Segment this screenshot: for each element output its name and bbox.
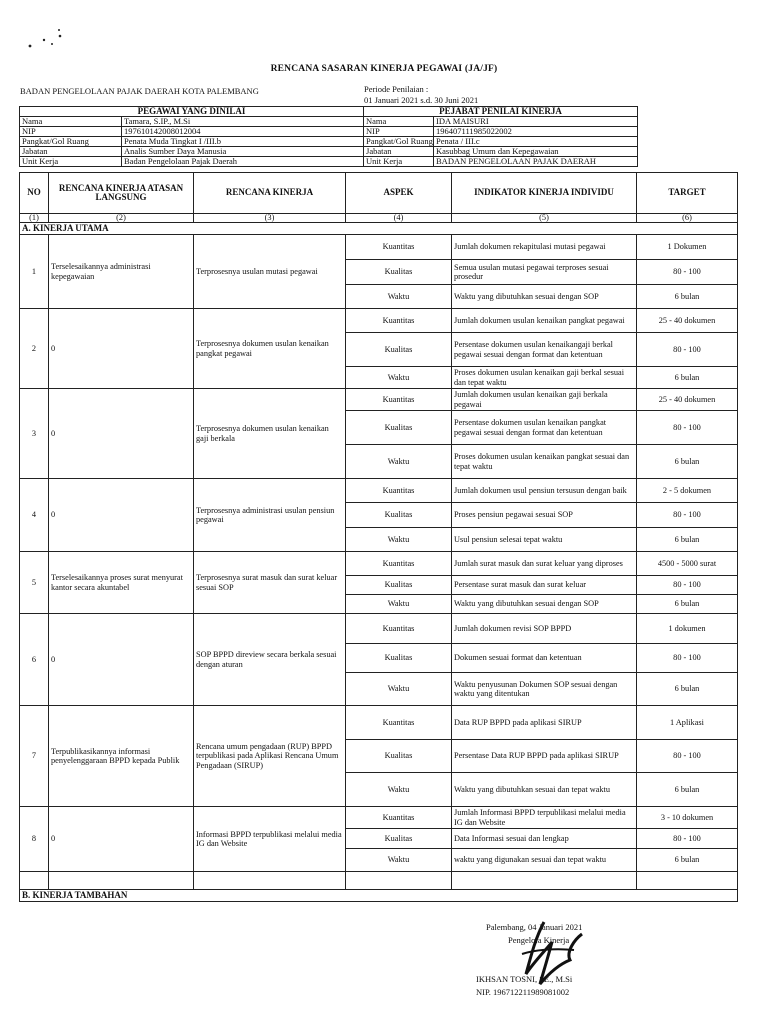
aspek: Kuantitas	[346, 807, 452, 829]
indikator: Data RUP BPPD pada aplikasi SIRUP	[452, 706, 637, 740]
identity-row	[20, 127, 638, 137]
pejabat-label: Unit Kerja	[364, 157, 434, 167]
rencana-kinerja: Terprosesnya surat masuk dan surat keluar sesuai SOP	[194, 552, 346, 614]
pegawai-label: Nama	[20, 117, 122, 127]
indikator: Persentase Data RUP BPPD pada aplikasi SIRUP	[452, 740, 637, 773]
pegawai-label: Jabatan	[20, 147, 122, 157]
target: 6 bulan	[637, 528, 738, 552]
aspek: Kuantitas	[346, 309, 452, 333]
indikator: Proses dokumen usulan kenaikan gaji berkal sesuai dan tepat waktu	[452, 367, 637, 389]
pegawai-value: Badan Pengelolaan Pajak Daerah	[122, 157, 364, 167]
aspek: Kualitas	[346, 740, 452, 773]
table-row	[20, 614, 738, 644]
column-header: INDIKATOR KINERJA INDIVIDU	[452, 173, 637, 214]
aspek: Kualitas	[346, 503, 452, 528]
rencana-atasan: 0	[49, 807, 194, 872]
pegawai-value: Analis Sumber Daya Manusia	[122, 147, 364, 157]
signature-nip: NIP. 196712211989081002	[476, 987, 570, 997]
indikator: Dokumen sesuai format dan ketentuan	[452, 644, 637, 673]
indikator: Waktu penyusunan Dokumen SOP sesuai dengan waktu yang ditentukan	[452, 673, 637, 706]
aspek: Waktu	[346, 285, 452, 309]
rencana-atasan: 0	[49, 389, 194, 479]
column-number: (1)	[20, 214, 49, 223]
indikator: Jumlah dokumen rekapitulasi mutasi pegawai	[452, 235, 637, 260]
section-b-label: B. KINERJA TAMBAHAN	[20, 890, 738, 902]
indikator: Jumlah Informasi BPPD terpublikasi melalui media IG dan Website	[452, 807, 637, 829]
blank-cell	[194, 872, 346, 890]
indikator: Jumlah dokumen usul pensiun tersusun dengan baik	[452, 479, 637, 503]
row-number: 3	[20, 389, 49, 479]
aspek: Waktu	[346, 673, 452, 706]
rencana-atasan: 0	[49, 309, 194, 389]
pejabat-value: IDA MAISURI	[434, 117, 638, 127]
row-number: 1	[20, 235, 49, 309]
pegawai-label: Pangkat/Gol Ruang	[20, 137, 122, 147]
row-number: 2	[20, 309, 49, 389]
rencana-kinerja: Rencana umum pengadaan (RUP) BPPD terpublikasi pada Aplikasi Rencana Umum Pengadaan (SIRUP)	[194, 706, 346, 807]
identity-row	[20, 117, 638, 127]
target: 6 bulan	[637, 595, 738, 614]
target: 80 - 100	[637, 644, 738, 673]
signature-role: Pengelola Kinerja	[508, 935, 570, 945]
blank-cell	[20, 872, 49, 890]
signature-name: IKHSAN TOSNI, SE., M.Si	[476, 974, 573, 984]
row-number: 4	[20, 479, 49, 552]
identity-table	[19, 106, 638, 167]
target: 1 Aplikasi	[637, 706, 738, 740]
indikator: Persentase dokumen usulan kenaikan pangkat pegawai sesuai dengan format dan ketentuan	[452, 411, 637, 445]
blank-cell	[346, 872, 452, 890]
aspek: Kuantitas	[346, 706, 452, 740]
pegawai-label: NIP	[20, 127, 122, 137]
rencana-atasan: Terpublikasikannya informasi penyelenggaraan BPPD kepada Publik	[49, 706, 194, 807]
table-row	[20, 552, 738, 576]
row-number: 6	[20, 614, 49, 706]
identity-row	[20, 147, 638, 157]
periode	[364, 84, 478, 106]
pegawai-value: Penata Muda Tingkat I /III.b	[122, 137, 364, 147]
column-number: (4)	[346, 214, 452, 223]
indikator: Jumlah surat masuk dan surat keluar yang diproses	[452, 552, 637, 576]
identity-heading-row	[20, 107, 638, 117]
column-header: NO	[20, 173, 49, 214]
blank-cell	[452, 872, 637, 890]
indikator: waktu yang digunakan sesuai dan tepat waktu	[452, 849, 637, 872]
scan-specks	[26, 28, 86, 58]
aspek: Waktu	[346, 528, 452, 552]
agency-name: BADAN PENGELOLAAN PAJAK DAERAH KOTA PALEMBANG	[20, 86, 259, 96]
identity-row	[20, 137, 638, 147]
column-number: (2)	[49, 214, 194, 223]
table-row	[20, 706, 738, 740]
aspek: Kualitas	[346, 644, 452, 673]
indikator: Jumlah dokumen usulan kenaikan gaji berkala pegawai	[452, 389, 637, 411]
indikator: Waktu yang dibutuhkan sesuai dan tepat waktu	[452, 773, 637, 807]
target: 80 - 100	[637, 740, 738, 773]
indikator: Jumlah dokumen usulan kenaikan pangkat pegawai	[452, 309, 637, 333]
pejabat-label: Jabatan	[364, 147, 434, 157]
target: 80 - 100	[637, 576, 738, 595]
pejabat-value: 196407111985022002	[434, 127, 638, 137]
rencana-atasan: 0	[49, 614, 194, 706]
rencana-kinerja: SOP BPPD direview secara berkala sesuai dengan aturan	[194, 614, 346, 706]
aspek: Kualitas	[346, 829, 452, 849]
column-header: ASPEK	[346, 173, 452, 214]
pejabat-label: Pangkat/Gol Ruang	[364, 137, 434, 147]
target: 80 - 100	[637, 829, 738, 849]
aspek: Waktu	[346, 773, 452, 807]
rencana-atasan: Terselesaikannya administrasi kepegawaian	[49, 235, 194, 309]
aspek: Waktu	[346, 445, 452, 479]
periode-label: Periode Penilaian :	[364, 84, 429, 94]
indikator: Waktu yang dibutuhkan sesuai dengan SOP	[452, 595, 637, 614]
aspek: Kuantitas	[346, 614, 452, 644]
aspek: Kualitas	[346, 333, 452, 367]
column-header: RENCANA KINERJA ATASAN LANGSUNG	[49, 173, 194, 214]
rencana-atasan: Terselesaikannya proses surat menyurat kantor secara akuntabel	[49, 552, 194, 614]
table-row	[20, 309, 738, 333]
target: 25 - 40 dokumen	[637, 309, 738, 333]
column-number: (5)	[452, 214, 637, 223]
indikator: Persentase surat masuk dan surat keluar	[452, 576, 637, 595]
target: 80 - 100	[637, 333, 738, 367]
table-row	[20, 389, 738, 411]
column-header: RENCANA KINERJA	[194, 173, 346, 214]
aspek: Kuantitas	[346, 479, 452, 503]
aspek: Kuantitas	[346, 552, 452, 576]
pejabat-value: Kasubbag Umum dan Kepegawaian	[434, 147, 638, 157]
pejabat-value: BADAN PENGELOLAAN PAJAK DAERAH	[434, 157, 638, 167]
rencana-kinerja: Informasi BPPD terpublikasi melalui media IG dan Website	[194, 807, 346, 872]
pegawai-label: Unit Kerja	[20, 157, 122, 167]
aspek: Kuantitas	[346, 235, 452, 260]
pejabat-label: NIP	[364, 127, 434, 137]
pejabat-value: Penata / III.c	[434, 137, 638, 147]
pejabat-label: Nama	[364, 117, 434, 127]
blank-cell	[637, 872, 738, 890]
pegawai-value: 197610142008012004	[122, 127, 364, 137]
aspek: Waktu	[346, 849, 452, 872]
row-number: 5	[20, 552, 49, 614]
target: 6 bulan	[637, 849, 738, 872]
section-a-label: A. KINERJA UTAMA	[20, 223, 738, 235]
table-row	[20, 479, 738, 503]
rencana-kinerja: Terprosesnya administrasi usulan pensiun pegawai	[194, 479, 346, 552]
table-row	[20, 235, 738, 260]
indikator: Usul pensiun selesai tepat waktu	[452, 528, 637, 552]
indikator: Proses pensiun pegawai sesuai SOP	[452, 503, 637, 528]
target: 4500 - 5000 surat	[637, 552, 738, 576]
column-number: (3)	[194, 214, 346, 223]
kinerja-table	[19, 172, 738, 902]
indikator: Semua usulan mutasi pegawai terproses sesuai prosedur	[452, 260, 637, 285]
aspek: Kualitas	[346, 576, 452, 595]
rencana-kinerja: Terprosesnya usulan mutasi pegawai	[194, 235, 346, 309]
aspek: Kualitas	[346, 411, 452, 445]
rencana-kinerja: Terprosesnya dokumen usulan kenaikan pangkat pegawai	[194, 309, 346, 389]
indikator: Jumlah dokumen revisi SOP BPPD	[452, 614, 637, 644]
row-number: 7	[20, 706, 49, 807]
target: 80 - 100	[637, 260, 738, 285]
pegawai-value: Tamara, S.IP., M.Si	[122, 117, 364, 127]
indikator: Data Informasi sesuai dan lengkap	[452, 829, 637, 849]
document-title: RENCANA SASARAN KINERJA PEGAWAI (JA/JF)	[270, 64, 498, 74]
column-header: TARGET	[637, 173, 738, 214]
target: 6 bulan	[637, 445, 738, 479]
target: 80 - 100	[637, 503, 738, 528]
target: 6 bulan	[637, 673, 738, 706]
target: 6 bulan	[637, 773, 738, 807]
target: 80 - 100	[637, 411, 738, 445]
table-row	[20, 807, 738, 829]
target: 6 bulan	[637, 367, 738, 389]
indikator: Waktu yang dibutuhkan sesuai dengan SOP	[452, 285, 637, 309]
target: 1 Dokumen	[637, 235, 738, 260]
rencana-kinerja: Terprosesnya dokumen usulan kenaikan gaji berkala	[194, 389, 346, 479]
indikator: Proses dokumen usulan kenaikan pangkat sesuai dan tepat waktu	[452, 445, 637, 479]
section-a-row	[20, 223, 738, 235]
target: 25 - 40 dokumen	[637, 389, 738, 411]
target: 1 dokumen	[637, 614, 738, 644]
column-number: (6)	[637, 214, 738, 223]
aspek: Kualitas	[346, 260, 452, 285]
row-number: 8	[20, 807, 49, 872]
column-number-row	[20, 214, 738, 223]
signature-block	[476, 921, 583, 999]
identity-row	[20, 157, 638, 167]
aspek: Waktu	[346, 595, 452, 614]
target: 6 bulan	[637, 285, 738, 309]
aspek: Kuantitas	[346, 389, 452, 411]
indikator: Persentase dokumen usulan kenaikangaji berkal pegawai sesuai dengan format dan ketentuan	[452, 333, 637, 367]
target: 2 - 5 dokumen	[637, 479, 738, 503]
target: 3 - 10 dokumen	[637, 807, 738, 829]
blank-row	[20, 872, 738, 890]
rencana-atasan: 0	[49, 479, 194, 552]
blank-cell	[49, 872, 194, 890]
header-row	[20, 173, 738, 214]
pegawai-heading: PEGAWAI YANG DINILAI	[20, 107, 364, 117]
section-b-row	[20, 890, 738, 902]
pejabat-heading: PEJABAT PENILAI KINERJA	[364, 107, 638, 117]
aspek: Waktu	[346, 367, 452, 389]
signature-place-date: Palembang, 04 Januari 2021	[486, 922, 583, 932]
periode-value: 01 Januari 2021 s.d. 30 Juni 2021	[364, 95, 479, 105]
